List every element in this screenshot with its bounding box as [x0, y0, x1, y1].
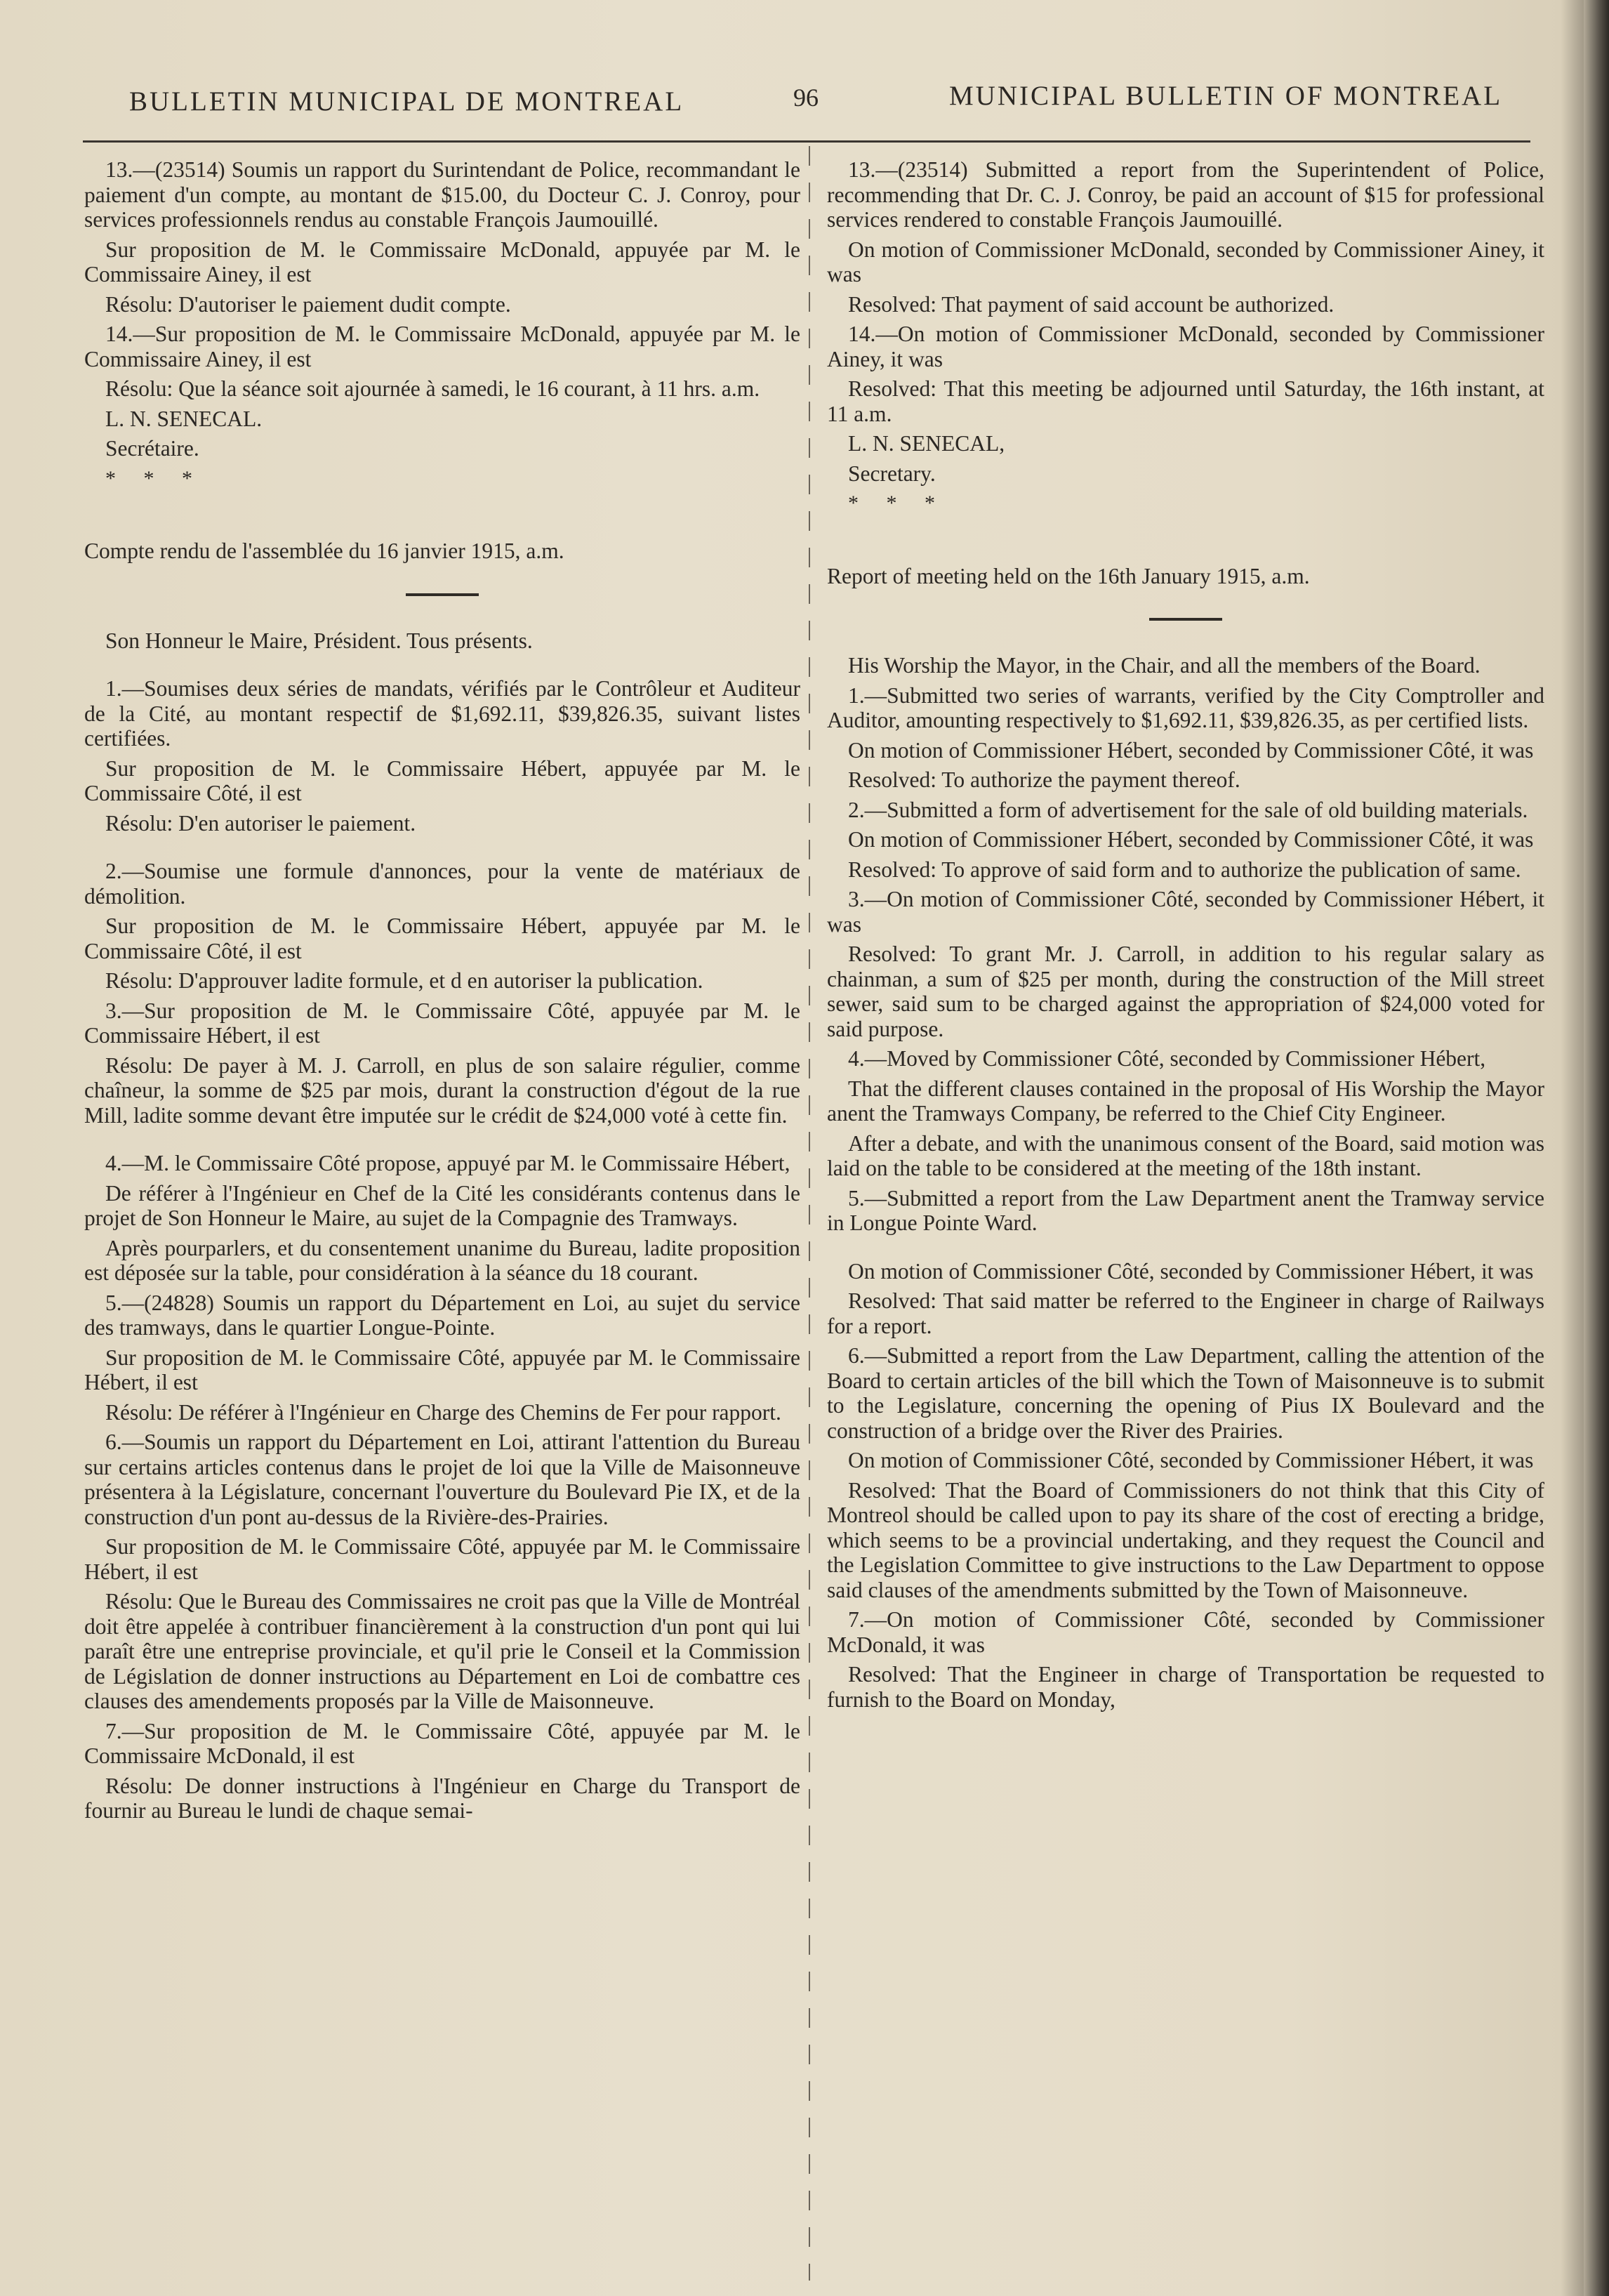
- en-item-1-motion: On motion of Commissioner Hébert, seconded by Commissioner Côté, it was: [848, 737, 1534, 763]
- fr-section-stars: * * *: [105, 466, 204, 490]
- en-item-2-motion: On motion of Commissioner Hébert, seconded by Commissioner Côté, it was: [848, 827, 1534, 852]
- fr-item-2-resolution: Résolu: D'approuver ladite formule, et d en autoriser la publication.: [105, 968, 703, 993]
- en-item-2: 2.—Submitted a form of advertisement for the sale of old building materials.: [848, 797, 1528, 822]
- fr-item-3: 3.—Sur proposition de M. le Commissaire Côté, appuyée par M. le Commissaire Hébert, il est: [84, 998, 800, 1048]
- en-item-13-motion: On motion of Commissioner McDonald, seconded by Commissioner Ainey, it was: [827, 237, 1544, 286]
- fr-item-3-resolution: Résolu: De payer à M. J. Carroll, en plus de son salaire régulier, comme chaîneur, la somme de $25 par mois, durant la construction d'égout de la rue Mill, ladite somme devant être imputée sur le crédit de $24,000 voté à cette fin.: [84, 1053, 800, 1128]
- en-item-1: 1.—Submitted two series of warrants, verified by the City Comptroller and Auditor, amounting respectively to $1,692.11, $39,826.35, as per certified lists.: [827, 682, 1544, 732]
- english-column: [827, 157, 1544, 1717]
- fr-item-1-motion: Sur proposition de M. le Commissaire Hébert, appuyée par M. le Commissaire Côté, il est: [84, 756, 800, 805]
- fr-item-1: 1.—Soumises deux séries de mandats, vérifiés par le Contrôleur et Auditeur de la Cité, au montant respectif de $1,692.11, $39,826.35, suivant listes certifiées.: [84, 676, 800, 751]
- running-header: [84, 76, 1516, 118]
- en-item-4: 4.—Moved by Commissioner Côté, seconded by Commissioner Hébert,: [848, 1046, 1486, 1071]
- fr-item-7-resolution: Résolu: De donner instructions à l'Ingénieur en Charge du Transport de fournir au Bureau le lundi de chaque semai-: [84, 1773, 800, 1823]
- fr-gap: [84, 658, 800, 676]
- en-item-7: 7.—On motion of Commissioner Côté, seconded by Commissioner McDonald, it was: [827, 1607, 1544, 1657]
- fr-signature-name: L. N. SENECAL.: [105, 406, 263, 431]
- fr-gap: [84, 1133, 800, 1151]
- en-item-2-resolution: Resolved: To approve of said form and to authorize the publication of same.: [848, 857, 1521, 882]
- fr-item-6-resolution: Résolu: Que le Bureau des Commissaires ne croit pas que la Ville de Montréal doit être appelée à contribuer financièrement à la construction d'un pont qui lui paraît être une entreprise provinciale, et qu'il prie le Conseil et la Commission de Législation de donner instructions au Département en Loi de combattre ces clauses des amendements proposés par la Ville de Maisonneuve.: [84, 1589, 800, 1713]
- header-rule: [83, 140, 1530, 143]
- fr-meeting-title: Compte rendu de l'assemblée du 16 janvier 1915, a.m.: [84, 539, 564, 563]
- en-item-6-motion: On motion of Commissioner Côté, seconded by Commissioner Hébert, it was: [848, 1448, 1534, 1472]
- en-short-rule: [1149, 618, 1222, 621]
- french-column: [84, 157, 800, 1828]
- header-left-title: BULLETIN MUNICIPAL DE MONTREAL: [129, 86, 684, 117]
- en-item-7-resolution: Resolved: That the Engineer in charge of Transportation be requested to furnish to the Board on Monday,: [827, 1662, 1544, 1712]
- en-item-4-decision: After a debate, and with the unanimous consent of the Board, said motion was laid on the table to be considered at the meeting of the 18th instant.: [827, 1130, 1544, 1180]
- en-gap: [827, 1241, 1544, 1259]
- fr-item-5-resolution: Résolu: De référer à l'Ingénieur en Charge des Chemins de Fer pour rapport.: [105, 1399, 781, 1425]
- fr-signature-title: Secrétaire.: [105, 436, 199, 461]
- page-number: 96: [793, 84, 819, 112]
- fr-item-7: 7.—Sur proposition de M. le Commissaire Côté, appuyée par M. le Commissaire McDonald, il est: [84, 1718, 800, 1768]
- header-right-title: MUNICIPAL BULLETIN OF MONTREAL: [949, 81, 1503, 111]
- fr-item-6: 6.—Soumis un rapport du Département en Loi, attirant l'attention du Bureau sur certains articles contenus dans le projet de loi que la Ville de Maisonneuve présentera à la Législature, concernant l'ouverture du Boulevard Pie IX, et de la construction d'un pont au-dessus de la Rivière-des-Prairies.: [84, 1430, 800, 1529]
- en-presence: His Worship the Mayor, in the Chair, and all the members of the Board.: [848, 653, 1481, 678]
- fr-item-5-motion: Sur proposition de M. le Commissaire Côté, appuyée par M. le Commissaire Hébert, il est: [84, 1345, 800, 1394]
- fr-item-13: 13.—(23514) Soumis un rapport du Surintendant de Police, recommandant le paiement d'un compte, au montant de $15.00, du Docteur C. J. Conroy, pour services professionnels rendus au constable François Jaumouillé.: [84, 157, 800, 232]
- en-item-4-proposal: That the different clauses contained in the proposal of His Worship the Mayor anent the Tramways Company, be referred to the Chief City Engineer.: [827, 1076, 1544, 1126]
- page-edge-shadow: [1584, 0, 1609, 2296]
- fr-item-4-proposal: De référer à l'Ingénieur en Chef de la Cité les considérants contenus dans le projet de Son Honneur le Maire, au sujet de la Compagnie des Tramways.: [84, 1180, 800, 1230]
- en-item-3: 3.—On motion of Commissioner Côté, seconded by Commissioner Hébert, it was: [827, 887, 1544, 937]
- en-item-14: 14.—On motion of Commissioner McDonald, seconded by Commissioner Ainey, it was: [827, 322, 1544, 371]
- fr-presence: Son Honneur le Maire, Président. Tous présents.: [105, 628, 533, 653]
- en-signature-name: L. N. SENECAL,: [848, 431, 1005, 456]
- fr-item-4: 4.—M. le Commissaire Côté propose, appuyé par M. le Commissaire Hébert,: [105, 1151, 790, 1175]
- en-item-6-resolution: Resolved: That the Board of Commissioners do not think that this City of Montreol should be called upon to pay its share of the cost of erecting a bridge, which seems to be a provincial undertaking, and they request the Council and the Legislation Committee to give instructions to the Law Department to oppose said clauses of the amendments submitted by the Town of Maisonneuve.: [827, 1477, 1544, 1602]
- fr-item-6-motion: Sur proposition de M. le Commissaire Côté, appuyée par M. le Commissaire Hébert, il est: [84, 1534, 800, 1584]
- en-item-3-resolution: Resolved: To grant Mr. J. Carroll, in addition to his regular salary as chainman, a sum of $25 per month, during the construction of the Mill street sewer, said sum to be charged against the appropriation of $24,000 voted for said purpose.: [827, 942, 1544, 1041]
- fr-gap: [84, 840, 800, 859]
- fr-item-14: 14.—Sur proposition de M. le Commissaire McDonald, appuyée par M. le Commissaire Ainey, il est: [84, 322, 800, 371]
- fr-short-rule: [406, 593, 479, 596]
- en-item-1-resolution: Resolved: To authorize the payment thereof.: [848, 767, 1240, 792]
- en-meeting-title: Report of meeting held on the 16th January 1915, a.m.: [827, 563, 1310, 588]
- en-signature-title: Secretary.: [848, 461, 936, 486]
- fr-item-13-motion: Sur proposition de M. le Commissaire McDonald, appuyée par M. le Commissaire Ainey, il est: [84, 237, 800, 286]
- en-item-6: 6.—Submitted a report from the Law Department, calling the attention of the Board to certain articles of the bill which the Town of Maisonneuve is to submit to the Legislature, concerning the opening of Pius IX Boulevard and the construction of a bridge over the River des Prairies.: [827, 1343, 1544, 1443]
- fr-item-5: 5.—(24828) Soumis un rapport du Département en Loi, au sujet du service des tramways, dans le quartier Longue-Pointe.: [84, 1290, 800, 1340]
- en-item-14-resolution: Resolved: That this meeting be adjourned until Saturday, the 16th instant, at 11 a.m.: [827, 376, 1544, 426]
- fr-item-14-resolution: Résolu: Que la séance soit ajournée à samedi, le 16 courant, à 11 hrs. a.m.: [105, 376, 760, 401]
- fr-item-13-resolution: Résolu: D'autoriser le paiement dudit compte.: [105, 291, 511, 317]
- fr-item-4-decision: Après pourparlers, et du consentement unanime du Bureau, ladite proposition est déposée sur la table, pour considération à la séance du 18 courant.: [84, 1235, 800, 1285]
- fr-item-2: 2.—Soumise une formule d'annonces, pour la vente de matériaux de démolition.: [84, 859, 800, 909]
- column-divider: [809, 146, 810, 2281]
- fr-item-1-resolution: Résolu: D'en autoriser le paiement.: [105, 810, 416, 836]
- en-section-stars: * * *: [848, 491, 946, 515]
- en-item-5-motion: On motion of Commissioner Côté, seconded by Commissioner Hébert, it was: [848, 1258, 1534, 1284]
- en-item-13-resolution: Resolved: That payment of said account be authorized.: [848, 291, 1335, 317]
- en-item-13: 13.—(23514) Submitted a report from the Superintendent of Police, recommending that Dr. C. J. Conroy, be paid an account of $15 for professional services rendered to constable François Jaumouillé.: [827, 157, 1544, 232]
- en-item-5-resolution: Resolved: That said matter be referred to the Engineer in charge of Railways for a report.: [827, 1288, 1544, 1338]
- en-item-5: 5.—Submitted a report from the Law Department anent the Tramway service in Longue Pointe Ward.: [827, 1185, 1544, 1235]
- fr-item-2-motion: Sur proposition de M. le Commissaire Hébert, appuyée par M. le Commissaire Côté, il est: [84, 913, 800, 963]
